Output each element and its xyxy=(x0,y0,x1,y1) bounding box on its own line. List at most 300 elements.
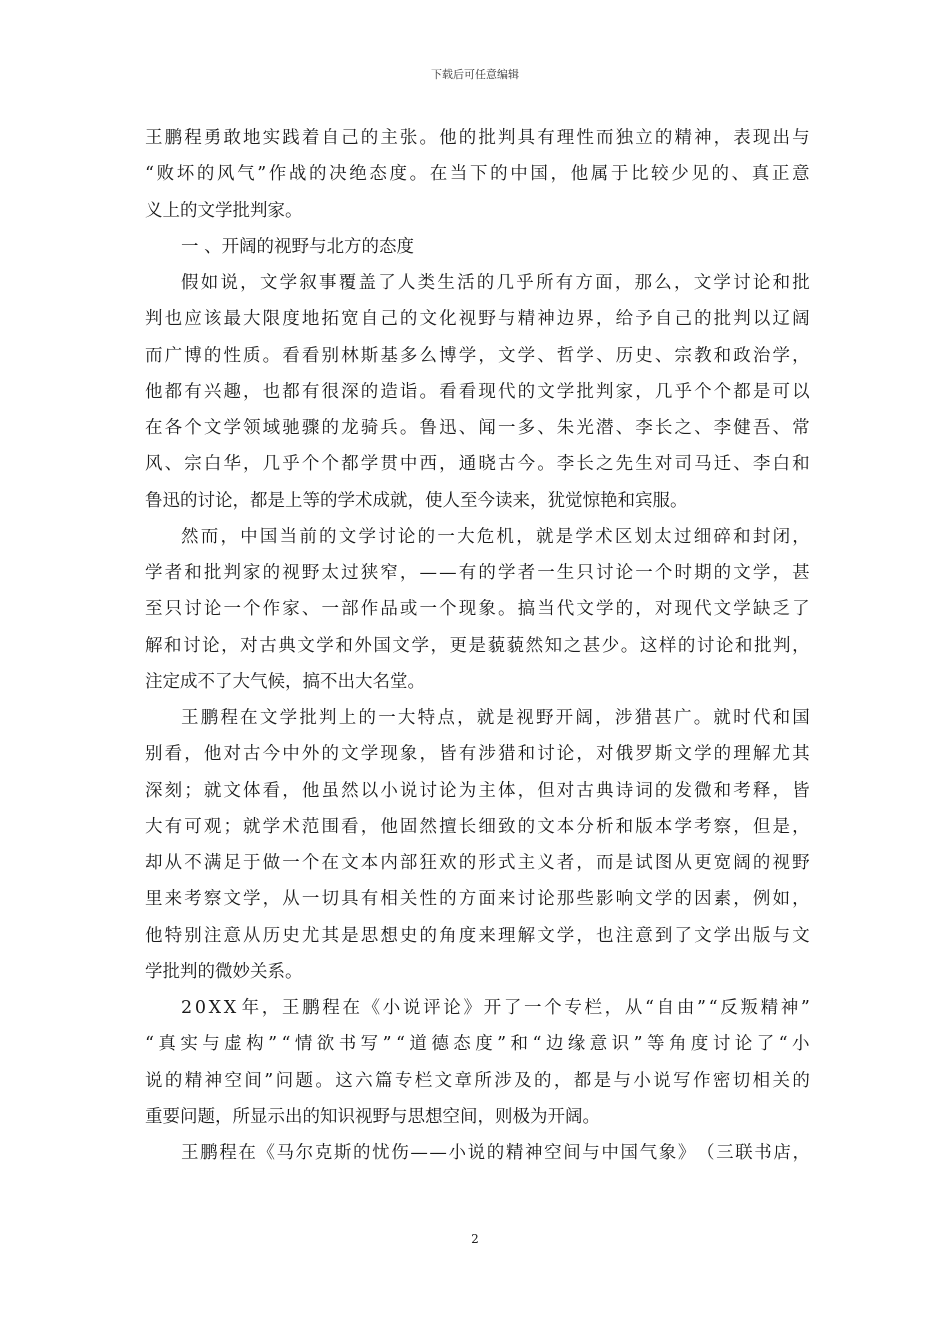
text-char: 当 xyxy=(537,599,555,620)
text-char: 情 xyxy=(294,1034,313,1055)
text-char: 吾 xyxy=(752,418,771,438)
text-char: 德 xyxy=(431,1034,449,1055)
text-char: 中 xyxy=(240,526,258,547)
text-char: 的 xyxy=(654,128,673,148)
text-char: ， xyxy=(221,635,239,656)
text-char: 相 xyxy=(380,889,398,910)
text-char: 考 xyxy=(184,889,202,910)
text-char: 治 xyxy=(752,345,771,366)
text-char: 店 xyxy=(773,1143,791,1163)
text-char: 应 xyxy=(184,309,202,330)
text-char: 李 xyxy=(635,418,653,438)
text-char: 学 xyxy=(360,744,379,765)
text-char: 体 xyxy=(243,780,261,801)
text-char: 代 xyxy=(694,599,712,620)
text-char: 学 xyxy=(556,925,575,946)
text-line xyxy=(145,156,810,192)
text-char: 《 xyxy=(257,1143,275,1163)
text-char: 学 xyxy=(279,708,298,728)
text-char: “ xyxy=(145,164,154,185)
text-char: ， xyxy=(517,780,536,801)
text-line xyxy=(145,990,810,1026)
text-char: 文 xyxy=(259,273,278,293)
text-char: 细 xyxy=(478,816,496,837)
text-char: 一 xyxy=(497,418,516,438)
text-char: 闻 xyxy=(478,418,496,438)
text-char: 性 xyxy=(223,345,241,366)
text-char: 下 xyxy=(470,164,488,185)
text-char: 的 xyxy=(752,853,771,873)
text-char: 学 xyxy=(517,345,536,366)
text-char: 是 xyxy=(772,816,790,837)
text-char: 宽 xyxy=(713,853,732,873)
text-char: 等 xyxy=(647,1034,665,1055)
text-char: 自 xyxy=(360,309,379,330)
text-char: 缘 xyxy=(567,1034,586,1055)
text-char: 看 xyxy=(458,381,477,402)
text-char: 类 xyxy=(417,273,436,293)
text-char: 辽 xyxy=(772,309,790,330)
text-char: ， xyxy=(240,273,258,293)
text-char: 了 xyxy=(503,998,522,1018)
text-line xyxy=(145,664,810,700)
text-char: ， xyxy=(595,708,613,728)
text-char: 了 xyxy=(378,273,396,293)
text-char: 王 xyxy=(145,128,163,148)
text-char: 构 xyxy=(246,1034,264,1055)
text-char: 固 xyxy=(399,816,418,837)
text-char: ， xyxy=(262,889,281,910)
text-line xyxy=(145,229,810,265)
text-line xyxy=(145,628,810,664)
text-char: 和 xyxy=(713,780,732,801)
text-char: “ xyxy=(396,1034,405,1055)
text-char: 只 xyxy=(576,563,594,583)
text-char: 现 xyxy=(458,599,477,620)
text-char: 中 xyxy=(510,164,528,185)
text-char: 地 xyxy=(301,309,320,330)
text-char: 碎 xyxy=(713,526,731,547)
text-char: 广 xyxy=(164,345,183,366)
text-char: 学 xyxy=(733,599,751,620)
text-char: 识 xyxy=(611,1034,630,1055)
text-char: 前 xyxy=(299,526,317,547)
text-char: 代 xyxy=(752,708,771,728)
text-char: 别 xyxy=(145,744,163,765)
text-char: 论 xyxy=(203,599,222,620)
text-char: 面 xyxy=(595,273,613,293)
text-char: 别 xyxy=(321,345,339,366)
text-char: 在 xyxy=(321,853,339,873)
text-char: 范 xyxy=(301,816,320,837)
text-char: 华 xyxy=(223,454,241,475)
text-char: 特 xyxy=(417,708,436,728)
text-char: 年 xyxy=(241,998,260,1018)
text-char: 意 xyxy=(589,1034,608,1055)
text-char: 虽 xyxy=(321,780,339,801)
text-char: 的 xyxy=(517,816,536,837)
text-char: 中 xyxy=(601,1143,619,1163)
text-char: 说 xyxy=(145,1070,163,1091)
text-char: 批 xyxy=(576,381,594,402)
text-char: 独 xyxy=(615,128,634,148)
text-char: 者 xyxy=(517,563,536,583)
text-char: ” xyxy=(268,1034,278,1055)
text-char: 当 xyxy=(279,526,298,547)
text-char: 哲 xyxy=(556,345,575,366)
text-char: 他 xyxy=(145,925,163,946)
text-char: 度 xyxy=(458,925,477,946)
text-char: 个 xyxy=(243,599,261,620)
text-char: 的 xyxy=(694,309,712,330)
text-char: 试 xyxy=(635,853,653,873)
text-char: 擅 xyxy=(439,816,457,837)
text-char: 涉 xyxy=(614,708,633,728)
text-char: 其 xyxy=(321,925,339,946)
text-char: 都 xyxy=(733,381,751,402)
text-char: 常 xyxy=(792,418,810,438)
text-char: 王 xyxy=(181,708,199,728)
text-char: 古 xyxy=(259,635,277,656)
text-char: 的 xyxy=(321,744,339,765)
text-char: 也 xyxy=(164,309,183,330)
text-char: 是 xyxy=(468,635,487,656)
text-char: 注 xyxy=(615,925,634,946)
text-char: 、 xyxy=(164,454,183,475)
text-char: 有 xyxy=(184,381,202,402)
text-char: 贯 xyxy=(380,454,398,475)
text-line-content: 学批判的微妙关系。 xyxy=(145,961,303,982)
text-char: ” xyxy=(800,998,810,1018)
text-char: 文 xyxy=(537,381,555,402)
text-char: 理 xyxy=(733,744,751,765)
text-char: 来 xyxy=(497,889,516,910)
text-char: 神 xyxy=(694,128,712,148)
text-line xyxy=(145,446,810,482)
text-char: 深 xyxy=(341,381,359,402)
text-char: ， xyxy=(792,526,810,547)
text-char: （ xyxy=(696,1143,715,1163)
text-char: 的 xyxy=(352,1143,371,1163)
text-char: 叛 xyxy=(740,998,758,1018)
text-char: 狭 xyxy=(360,563,379,583)
text-char: 野 xyxy=(478,309,496,330)
text-char: 今 xyxy=(262,744,281,765)
text-char: 论 xyxy=(752,273,771,293)
text-char: 坏 xyxy=(176,164,195,185)
text-char: 之 xyxy=(596,454,614,475)
text-char: 部 xyxy=(399,853,418,873)
text-char: 到 xyxy=(654,925,673,946)
text-char: 与 xyxy=(582,1143,600,1163)
text-char: 方 xyxy=(575,273,593,293)
text-char: 之 xyxy=(563,635,582,656)
text-char: 分 xyxy=(576,816,594,837)
text-char: 、 xyxy=(731,164,750,185)
text-char: 有 xyxy=(458,563,477,583)
text-char: 实 xyxy=(180,1034,198,1055)
text-char: 战 xyxy=(288,164,307,185)
text-char: 己 xyxy=(380,309,398,330)
text-char: 小 xyxy=(380,780,398,801)
text-char: 判 xyxy=(223,563,241,583)
text-char: 由 xyxy=(676,998,695,1018)
text-char: 学 xyxy=(145,563,163,583)
text-char: 学 xyxy=(654,889,673,910)
text-char: ” xyxy=(497,1034,507,1055)
text-char: 一 xyxy=(437,526,455,547)
text-char: 性 xyxy=(576,128,594,148)
text-line-content: 重要问题，所显示出的知识视野与思想空间，则极为开阔。 xyxy=(145,1106,600,1127)
text-char: 看 xyxy=(164,744,183,765)
text-char: 几 xyxy=(496,273,514,293)
text-char: 术 xyxy=(282,816,300,837)
text-char: 对 xyxy=(654,454,673,475)
text-char: 有 xyxy=(360,889,379,910)
text-char: 晓 xyxy=(478,454,496,475)
text-char: 式 xyxy=(497,853,516,873)
text-char: 政 xyxy=(733,345,751,366)
text-char: 判 xyxy=(497,128,516,148)
text-char: 理 xyxy=(497,925,516,946)
text-char: 间 xyxy=(563,1143,581,1163)
text-char: 见 xyxy=(691,164,709,185)
text-char: 宗 xyxy=(674,345,692,366)
text-char: 表 xyxy=(733,128,751,148)
text-char: 宗 xyxy=(184,454,202,475)
text-char: 他 xyxy=(203,744,222,765)
text-char: 在 xyxy=(342,998,360,1018)
text-char: 鹏 xyxy=(200,708,219,728)
text-char: 王 xyxy=(281,998,300,1018)
text-char: 一 xyxy=(523,998,542,1018)
text-char: 学 xyxy=(358,526,376,547)
text-line xyxy=(145,918,810,954)
text-line xyxy=(145,1063,810,1099)
text-char: 视 xyxy=(458,309,477,330)
text-char: 以 xyxy=(360,780,379,801)
text-char: 了 xyxy=(756,1034,775,1055)
text-char: 讨 xyxy=(596,563,614,583)
text-char: 危 xyxy=(476,526,495,547)
text-char: 讨 xyxy=(184,599,202,620)
text-char: 的 xyxy=(203,345,222,366)
text-char: 讨 xyxy=(733,273,751,293)
text-char: 论 xyxy=(202,635,220,656)
text-char: 今 xyxy=(517,454,536,475)
text-char: 讨 xyxy=(696,635,715,656)
text-char: 本 xyxy=(360,853,379,873)
text-char: 面 xyxy=(478,889,496,910)
text-line xyxy=(145,809,810,845)
text-char: 个 xyxy=(713,381,732,402)
text-char: ” xyxy=(633,1034,643,1055)
text-char: 地 xyxy=(243,128,261,148)
text-char: 猎 xyxy=(497,744,516,765)
text-char: 风 xyxy=(216,164,235,185)
text-line xyxy=(145,773,810,809)
text-char: 文 xyxy=(392,635,410,656)
text-char: 实 xyxy=(262,128,281,148)
text-char: 更 xyxy=(449,635,467,656)
text-char: 闭 xyxy=(772,526,791,547)
text-char: ， xyxy=(604,998,623,1018)
text-char: 朱 xyxy=(556,418,575,438)
text-char: 视 xyxy=(772,853,790,873)
text-char: 察 xyxy=(713,816,732,837)
text-char: 都 xyxy=(282,381,300,402)
text-char: 而 xyxy=(596,853,614,873)
text-char: 素 xyxy=(713,889,732,910)
text-char: 和 xyxy=(184,563,202,583)
text-char: 甚 xyxy=(582,635,601,656)
text-char: 具 xyxy=(517,128,536,148)
text-char: 的 xyxy=(713,563,732,583)
text-char: 别 xyxy=(184,925,202,946)
text-char: 国 xyxy=(530,164,548,185)
text-char: 之 xyxy=(674,418,692,438)
text-char: 通 xyxy=(458,454,477,475)
text-char: 而 xyxy=(596,128,614,148)
text-char: 论 xyxy=(615,563,634,583)
text-char: 一 xyxy=(223,599,241,620)
text-char: 解 xyxy=(517,925,536,946)
text-char: 李 xyxy=(713,418,732,438)
text-char: 度 xyxy=(475,1034,493,1055)
text-line xyxy=(145,338,810,374)
text-char: 生 xyxy=(556,563,575,583)
text-char: 践 xyxy=(282,128,300,148)
text-char: 所 xyxy=(474,1070,492,1091)
text-char: 、 xyxy=(458,418,477,438)
text-char: 一 xyxy=(321,599,339,620)
text-char: 气 xyxy=(237,164,255,185)
text-char: 、 xyxy=(537,418,555,438)
text-char: ” xyxy=(696,998,706,1018)
text-char: 健 xyxy=(733,418,751,438)
text-char: 个 xyxy=(301,454,320,475)
text-char: 特 xyxy=(164,925,183,946)
text-char: 空 xyxy=(544,1143,562,1163)
text-char: 密 xyxy=(712,1070,731,1091)
text-char: 文 xyxy=(635,889,653,910)
text-char: 诣 xyxy=(399,381,418,402)
text-char: 涉 xyxy=(494,1070,512,1091)
text-char: 出 xyxy=(772,128,790,148)
text-char: 国 xyxy=(373,635,391,656)
text-char: 、 xyxy=(694,418,712,438)
text-char: 化 xyxy=(439,309,457,330)
text-char: ， xyxy=(516,526,534,547)
text-char: 乎 xyxy=(282,454,300,475)
text-char: 讨 xyxy=(712,1034,731,1055)
text-char: ， xyxy=(439,454,457,475)
text-char: 版 xyxy=(635,816,653,837)
text-char: 对 xyxy=(596,744,614,765)
text-char: 的 xyxy=(490,164,508,185)
text-char: 马 xyxy=(276,1143,295,1163)
text-char: 尔 xyxy=(295,1143,314,1163)
text-char: 道 xyxy=(409,1034,427,1055)
text-char: 象 xyxy=(399,744,418,765)
text-char: 是 xyxy=(341,925,359,946)
text-char: 盖 xyxy=(358,273,376,293)
text-char: 予 xyxy=(635,309,653,330)
text-line xyxy=(145,410,810,446)
text-char: 李 xyxy=(752,454,771,475)
text-char: 以 xyxy=(792,381,810,402)
text-char: 迅 xyxy=(439,418,457,438)
text-char: ， xyxy=(673,273,692,293)
text-char: 么 xyxy=(419,345,438,366)
text-char: 说 xyxy=(220,273,238,293)
text-char: 马 xyxy=(694,454,712,475)
text-char: 诗 xyxy=(615,780,634,801)
text-char: 主 xyxy=(517,853,536,873)
text-char: 度 xyxy=(690,1034,709,1055)
text-char: 乎 xyxy=(674,381,692,402)
text-char: 克 xyxy=(314,1143,333,1163)
text-char: 从 xyxy=(164,853,183,873)
text-char: 文 xyxy=(434,1070,453,1091)
text-char: 典 xyxy=(278,635,296,656)
text-char: 反 xyxy=(720,998,738,1018)
text-char: 生 xyxy=(635,454,653,475)
text-char: 专 xyxy=(564,998,582,1018)
text-char: 兴 xyxy=(203,381,222,402)
text-char: 、 xyxy=(733,454,751,475)
text-char: 文 xyxy=(203,418,222,438)
text-char: 角 xyxy=(439,925,457,946)
text-char: 学 xyxy=(694,744,712,765)
text-char: 但 xyxy=(752,816,771,837)
text-char: 光 xyxy=(576,418,594,438)
text-char: 自 xyxy=(654,309,673,330)
text-char: 史 xyxy=(635,345,653,366)
text-char: 他 xyxy=(380,816,398,837)
text-char: 都 xyxy=(341,454,359,475)
text-char: 意 xyxy=(635,925,653,946)
text-char: 精 xyxy=(517,309,536,330)
text-char: 文 xyxy=(297,635,315,656)
text-char: 罗 xyxy=(635,744,653,765)
text-char: 的 xyxy=(309,164,327,185)
text-char: 的 xyxy=(196,164,215,185)
text-char: 他 xyxy=(145,381,163,402)
text-char: 甚 xyxy=(792,563,810,583)
text-char: 过 xyxy=(673,526,692,547)
text-char: 文 xyxy=(733,563,751,583)
text-char: 白 xyxy=(203,454,222,475)
text-char: 2 xyxy=(181,998,193,1018)
text-char: 较 xyxy=(651,164,669,185)
text-char: 说 xyxy=(467,1143,486,1163)
text-char: ， xyxy=(220,526,238,547)
text-char: 从 xyxy=(282,889,300,910)
text-line xyxy=(145,265,810,301)
text-char: 意 xyxy=(792,164,810,185)
text-char: 就 xyxy=(713,708,731,728)
text-char: ， xyxy=(792,889,810,910)
text-char: ， xyxy=(733,889,751,910)
text-char: 该 xyxy=(203,309,222,330)
text-char: 知 xyxy=(544,635,563,656)
text-char: 观 xyxy=(203,816,222,837)
text-char: ， xyxy=(576,853,594,873)
text-char: 与 xyxy=(792,128,810,148)
text-line xyxy=(145,881,810,917)
text-char: 这 xyxy=(335,1070,353,1091)
